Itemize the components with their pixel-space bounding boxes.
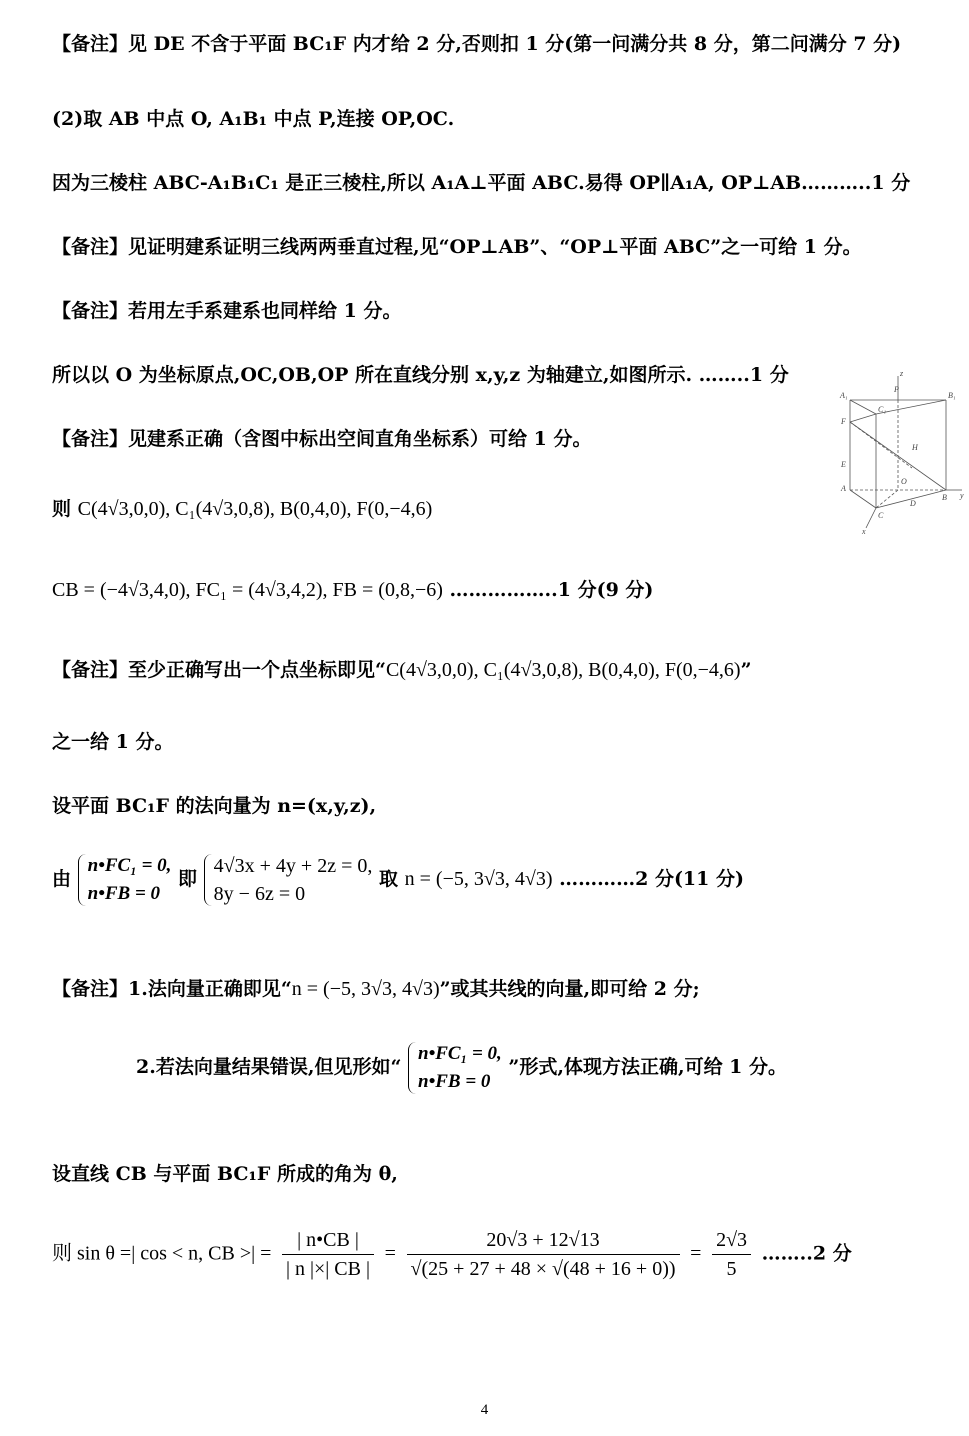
system-2: 4√3x + 4y + 2z = 0, 8y − 6z = 0	[204, 852, 373, 908]
label-C: C	[878, 511, 884, 520]
fraction-2: $\frac{20√3 + 12√13}{√(25 + 27 + 48 \times √(48 + 16 + 0))}$	[407, 1228, 680, 1281]
label-z: z	[900, 369, 904, 378]
system-3: n•FC₁ = 0, n•FB = 0	[408, 1040, 502, 1096]
label-x: x	[862, 527, 866, 536]
label-B1: B₁	[948, 391, 956, 400]
label-F: F	[841, 417, 846, 426]
normal-vector-intro: 设平面 BC₁F 的法向量为 n=(x,y,z),	[52, 795, 377, 817]
coordinate-system-statement: 所以以 O 为坐标原点,OC,OB,OP 所在直线分别 x,y,z 为轴建立,如图所示. ……..1 分	[52, 364, 789, 386]
sine-computation: 则 sin θ =| cos < n, CB >| = $\frac{| n•CB |}{| n |\times| CB |}$ = $\frac{20√3 + 12√13}{√(25 + 27 + 48 \times √(48 + 16 + 0))}$ = $\frac{2√3}{5}$ ……..2 分	[52, 1229, 852, 1280]
system-1: n•FC₁ = 0, n•FB = 0	[78, 852, 172, 908]
label-A1: A₁	[840, 391, 848, 400]
note-line-4: 【备注】见建系正确（含图中标出空间直角坐标系）可给 1 分。	[52, 428, 592, 450]
label-H: H	[912, 443, 918, 452]
normal-vector-system: 由 n•FC₁ = 0, n•FB = 0 即 4√3x + 4y + 2z = 0, 8y − 6z = 0 取 n = (−5, 3√3, 4√3) …………2 分(11 分)	[52, 852, 744, 908]
note-line-6: 【备注】1.法向量正确即见“n = (−5, 3√3, 4√3)”或其共线的向量,即可给 2 分;	[52, 978, 700, 1000]
note-line-2: 【备注】见证明建系证明三线两两垂直过程,见“OP⊥AB”、“OP⊥平面 ABC”之一可给 1 分。	[52, 236, 862, 258]
label-D: D	[910, 499, 916, 508]
label-C1: C₁	[878, 405, 887, 414]
note-line-1: 【备注】见 DE 不含于平面 BC₁F 内才给 2 分,否则扣 1 分(第一问满分共 8 分，第二问满分 7 分)	[52, 33, 902, 55]
label-B: B	[942, 493, 947, 502]
vector-coordinates: CB = (−4√3,4,0), FC₁ = (4√3,4,2), FB = (0,8,−6) ……………..1 分(9 分)	[52, 579, 654, 601]
note-line-5-cont: 之一给 1 分。	[52, 731, 174, 753]
point-coordinates: 则 C(4√3,0,0), C₁(4√3,0,8), B(0,4,0), F(0,−4,6)	[52, 498, 433, 520]
step-2-intro: (2)取 AB 中点 O, A₁B₁ 中点 P,连接 OP,OC.	[52, 108, 455, 130]
label-O: O	[901, 477, 907, 486]
label-P: P	[894, 385, 899, 394]
note-line-5: 【备注】至少正确写出一个点坐标即见“C(4√3,0,0), C₁(4√3,0,8), B(0,4,0), F(0,−4,6)”	[52, 659, 752, 681]
label-E: E	[841, 460, 846, 469]
label-y: y	[960, 491, 964, 500]
label-A: A	[841, 484, 846, 493]
note-line-7: 2.若法向量结果错误,但见形如“ n•FC₁ = 0, n•FB = 0 ”形式,体现方法正确,可给 1 分。	[136, 1040, 787, 1096]
prism-figure	[838, 368, 964, 536]
prism-statement: 因为三棱柱 ABC-A₁B₁C₁ 是正三棱柱,所以 A₁A⊥平面 ABC.易得 OP∥A₁A, OP⊥AB………..1 分	[52, 172, 911, 194]
note-line-3: 【备注】若用左手系建系也同样给 1 分。	[52, 300, 402, 322]
fraction-1: $\frac{| n•CB |}{| n |\times| CB |}$	[282, 1228, 374, 1281]
fraction-3: $\frac{2√3}{5}$	[712, 1228, 751, 1281]
angle-intro: 设直线 CB 与平面 BC₁F 所成的角为 θ,	[52, 1163, 398, 1185]
page-number: 4	[480, 1402, 489, 1418]
